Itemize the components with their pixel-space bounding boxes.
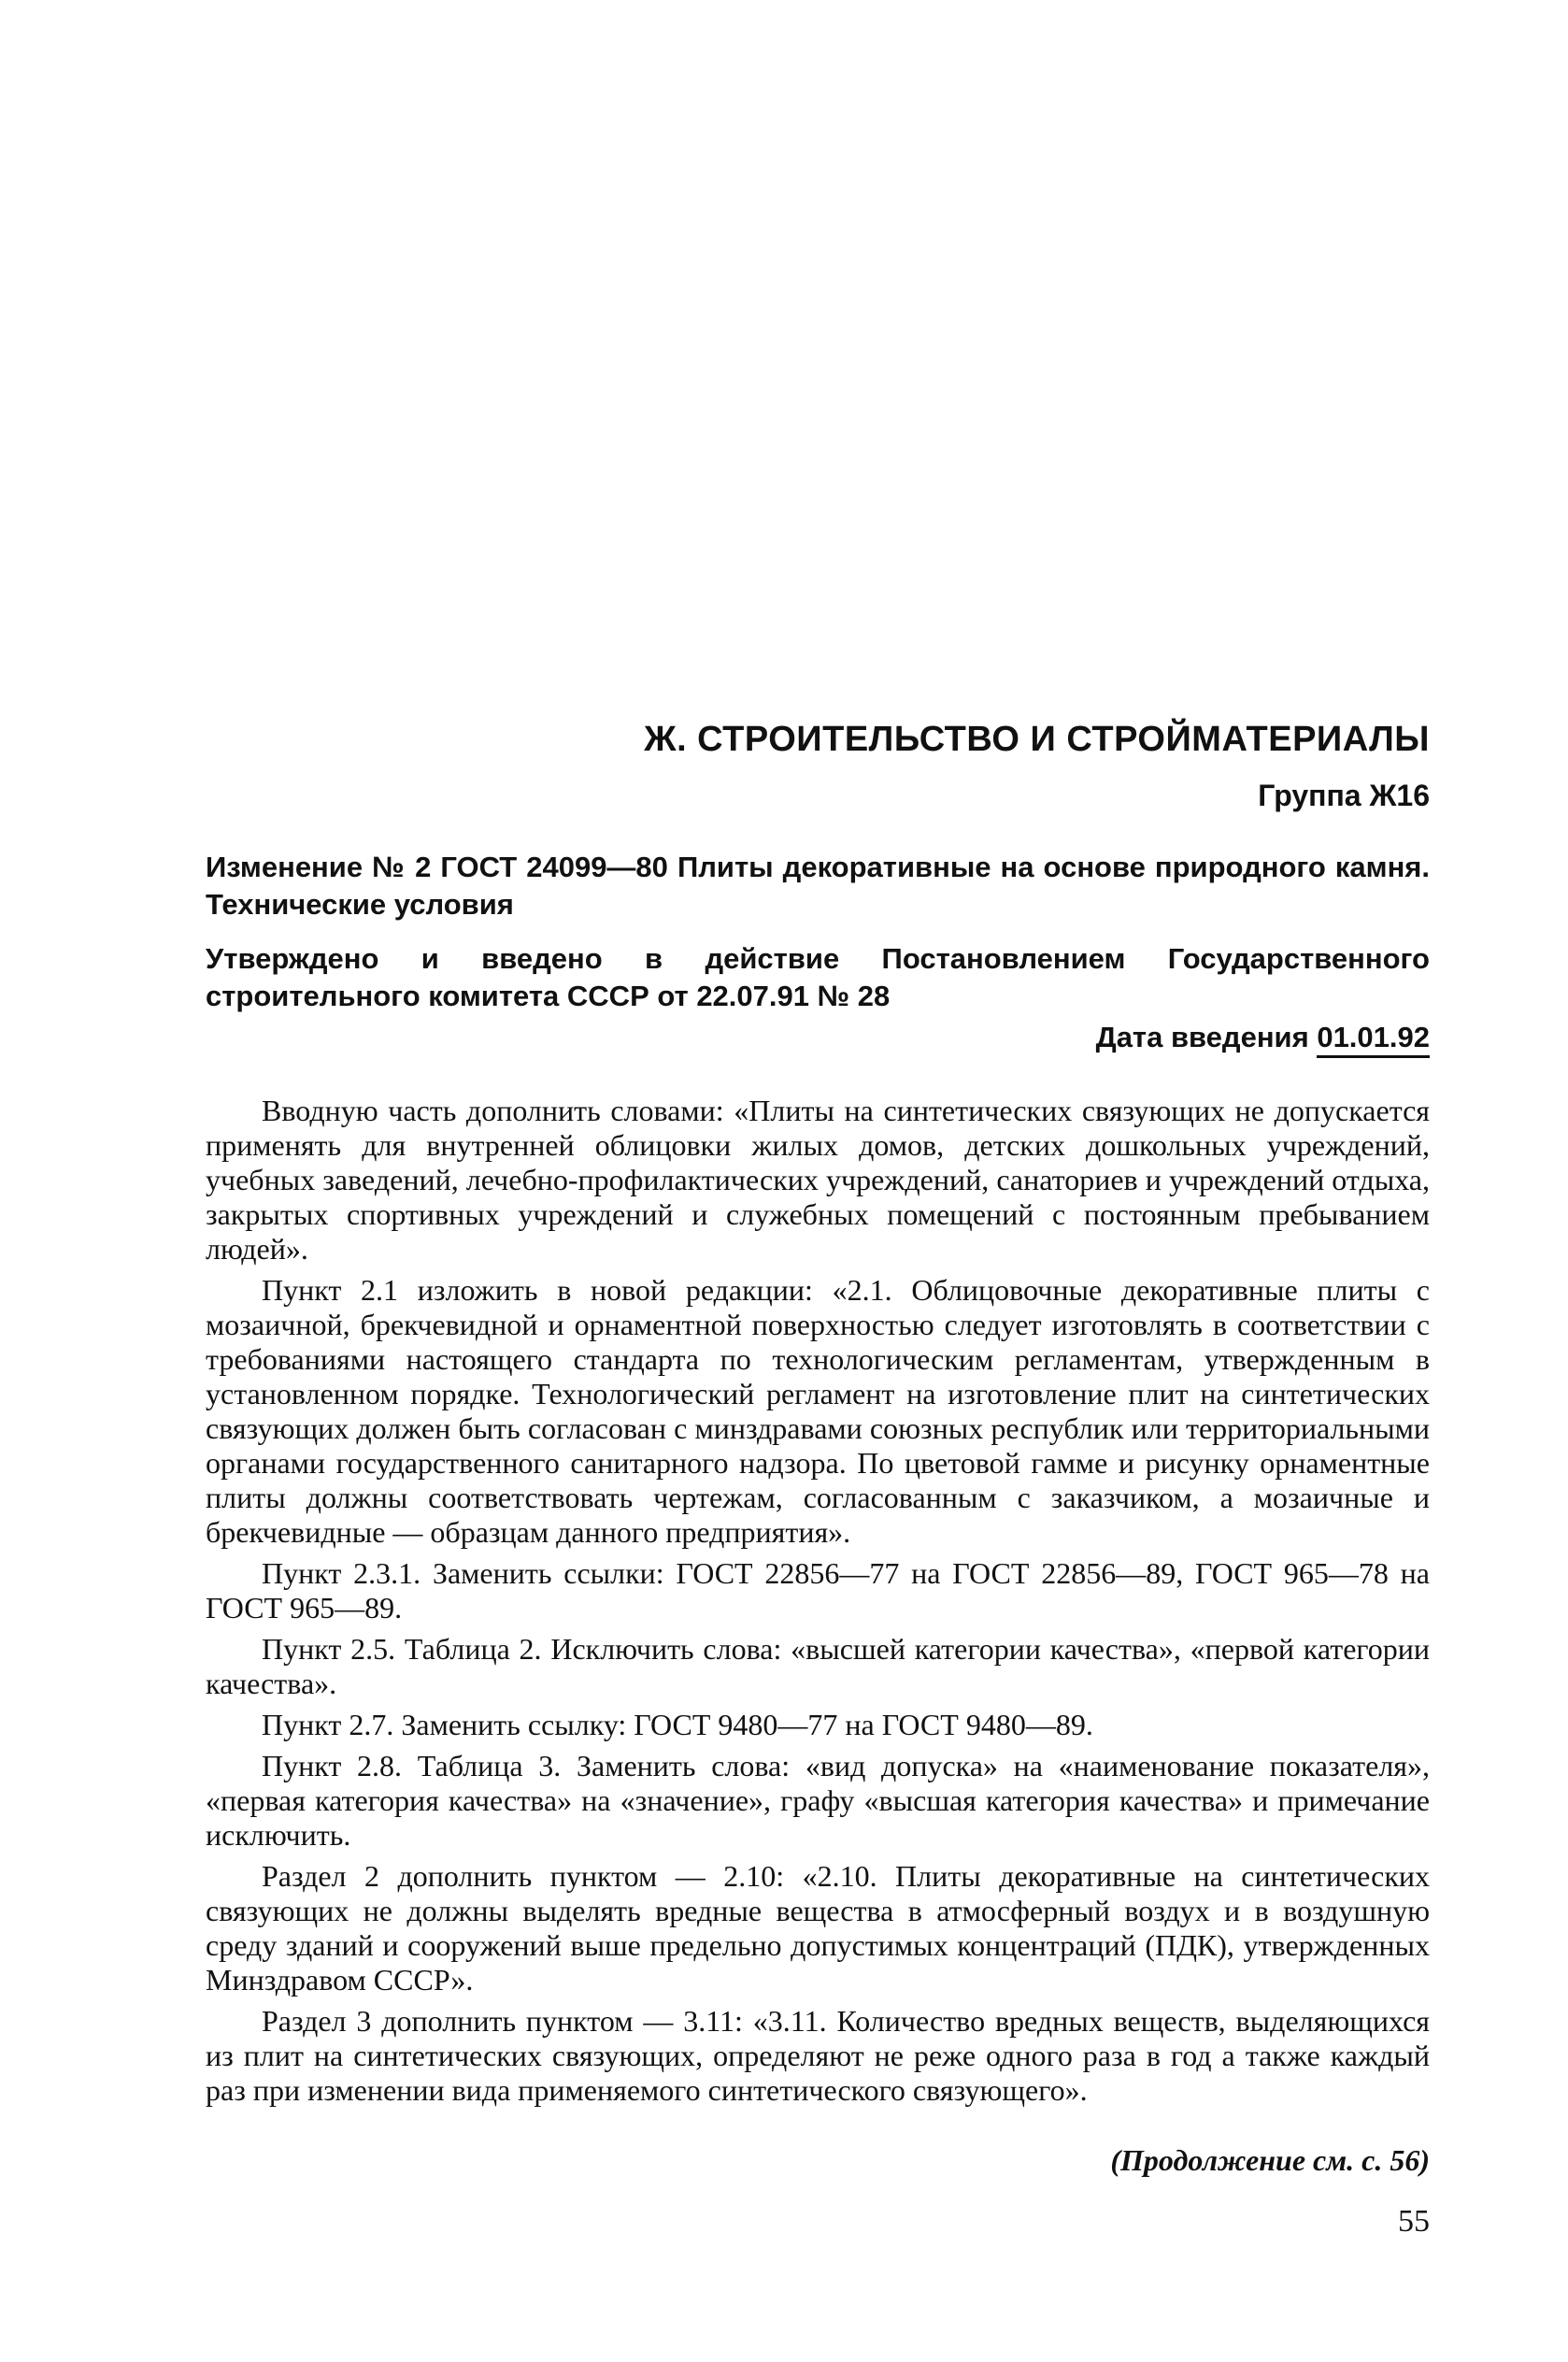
- paragraph-clause-2-3-1: Пункт 2.3.1. Заменить ссылки: ГОСТ 22856—77 на ГОСТ 22856—89, ГОСТ 965—78 на ГОСТ 965—89.: [206, 1556, 1430, 1625]
- introduction-date-value: 01.01.92: [1317, 1021, 1430, 1058]
- page-number: 55: [1398, 2204, 1430, 2239]
- introduction-date-label: Дата введения: [1095, 1021, 1318, 1053]
- paragraph-section-2-addition: Раздел 2 дополнить пунктом — 2.10: «2.10. Плиты декоративные на синтетических связующих не должны выделять вредные вещества в атмосферный воздух и в воздушную среду зданий и сооружений выше предельно допустимых концентраций (ПДК), утвержденных Минздравом СССР».: [206, 1859, 1430, 1997]
- introduction-date: [206, 1019, 1430, 1056]
- paragraph-clause-2-8: Пункт 2.8. Таблица 3. Заменить слова: «вид допуска» на «наименование показателя», «первая категория качества» на «значение», графу «высшая категория качества» и примечание исключить.: [206, 1749, 1430, 1852]
- approval-statement: Утверждено и введено в действие Постановлением Государственного строительного комитета СССР от 22.07.91 № 28: [206, 942, 1430, 1012]
- paragraph-section-3-addition: Раздел 3 дополнить пунктом — 3.11: «3.11. Количество вредных веществ, выделяющихся из плит на синтетических связующих, определяют не реже одного раза в год а также каждый раз при изменении вида применяемого синтетического связующего».: [206, 2004, 1430, 2107]
- paragraph-clause-2-1: Пункт 2.1 изложить в новой редакции: «2.1. Облицовочные декоративные плиты с мозаичной, брекчевидной и орнаментной поверхностью следует изготовлять в соответствии с требованиями настоящего стандарта по технологическим регламентам, утвержденным в установленном порядке. Технологический регламент на изготовление плит на синтетических связующих должен быть согласован с минздравами союзных республик или территориальными органами государственного санитарного надзора. По цветовой гамме и рисунку орнаментные плиты должны соответствовать чертежам, согласованным с заказчиком, а мозаичные и брекчевидные — образцам данного предприятия».: [206, 1273, 1430, 1549]
- change-title: Изменение № 2 ГОСТ 24099—80 Плиты декоративные на основе природного камня. Технические условия: [206, 851, 1430, 921]
- paragraph-intro-addition: Вводную часть дополнить словами: «Плиты на синтетических связующих не допускается применять для внутренней облицовки жилых домов, детских дошкольных учреждений, учебных заведений, лечебно-профилактических учреждений, санаториев и учреждений отдыха, закрытых спортивных учреждений и служебных помещений с постоянным пребыванием людей».: [206, 1094, 1430, 1266]
- page-content: [206, 720, 1430, 2240]
- group-label: Группа Ж16: [1258, 779, 1430, 812]
- section-heading: Ж. СТРОИТЕЛЬСТВО И СТРОЙМАТЕРИАЛЫ: [644, 720, 1430, 759]
- continuation-note: (Продолжение см. с. 56): [1110, 2143, 1430, 2177]
- paragraph-clause-2-7: Пункт 2.7. Заменить ссылку: ГОСТ 9480—77 на ГОСТ 9480—89.: [262, 1708, 1093, 1741]
- paragraph-clause-2-5: Пункт 2.5. Таблица 2. Исключить слова: «высшей категории качества», «первой категории качества».: [206, 1632, 1430, 1700]
